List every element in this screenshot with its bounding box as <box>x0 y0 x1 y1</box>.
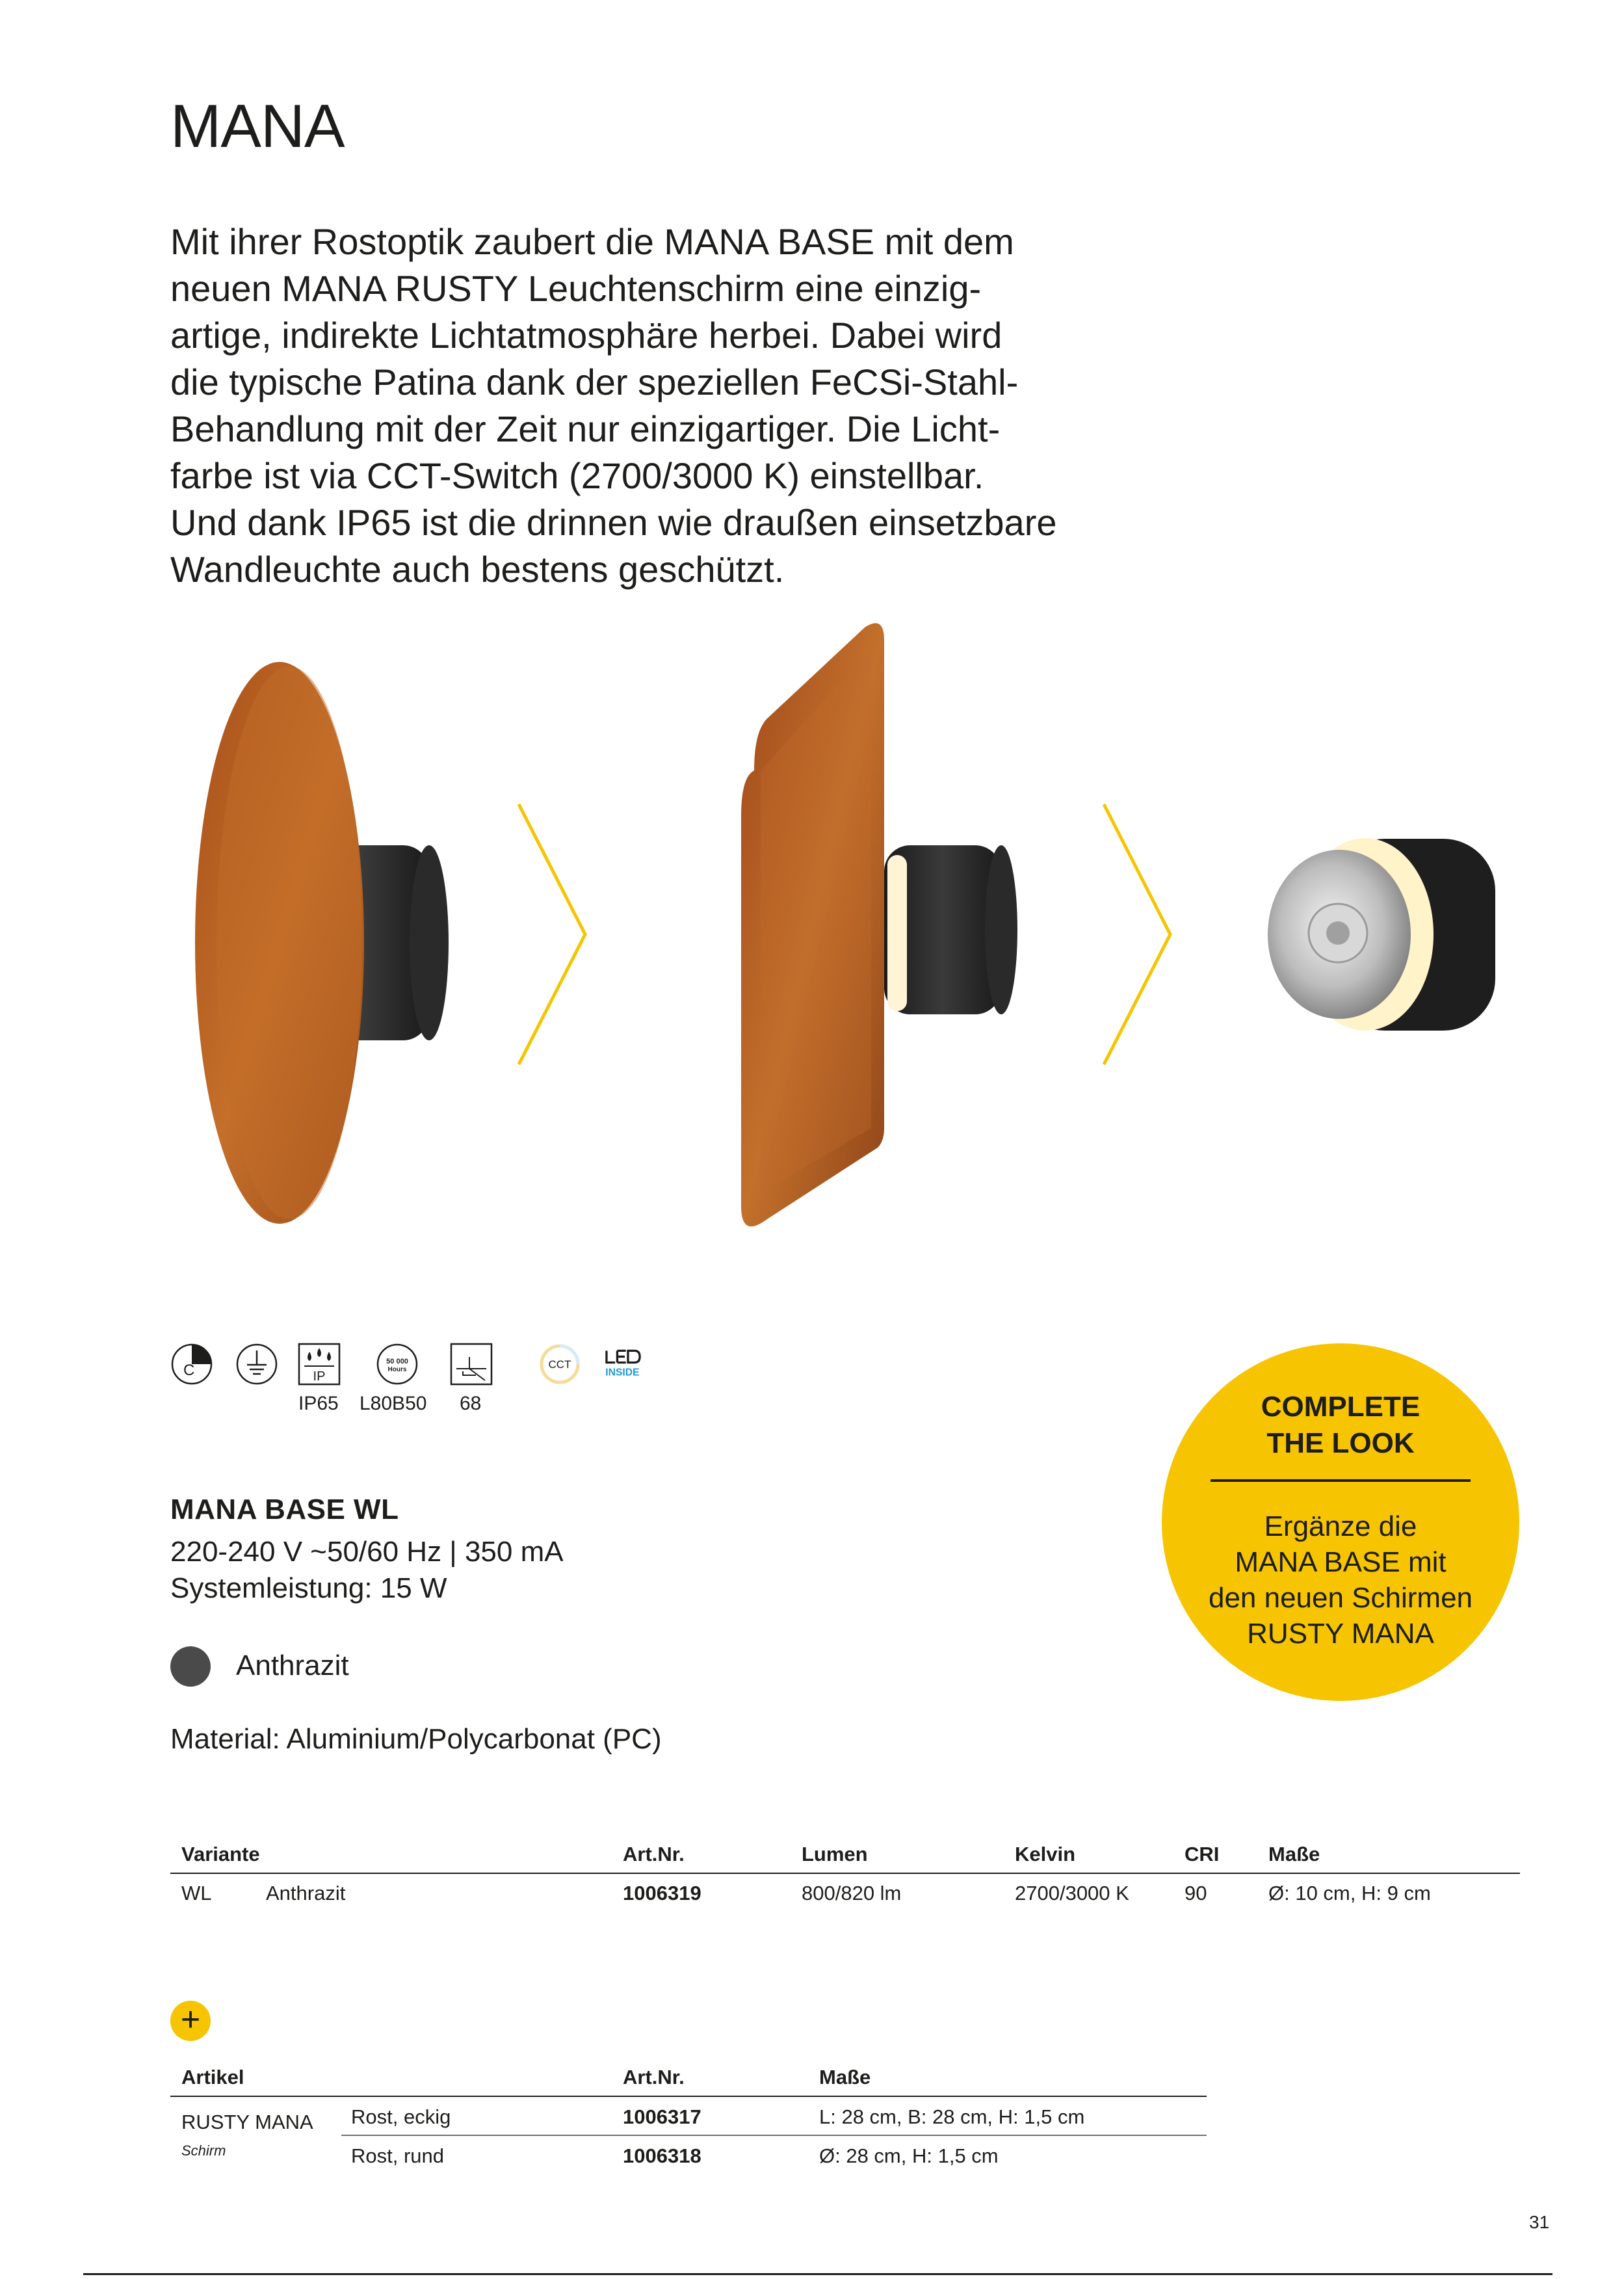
promo-text-line: MANA BASE mit <box>1235 1546 1447 1578</box>
product-power: Systemleistung: 15 W <box>170 1572 447 1604</box>
intro-line: neuen MANA RUSTY Leuchtenschirm eine einzig- <box>170 268 982 309</box>
intro-line: artige, indirekte Lichtatmosphäre herbei. Dabei wird <box>170 315 1002 356</box>
cct-switch-icon <box>538 1343 581 1386</box>
page-title: MANA <box>170 92 345 160</box>
cell-masse: Ø: 28 cm, H: 1,5 cm <box>819 2144 999 2167</box>
ip-value: IP65 <box>298 1393 339 1414</box>
chevron-right-icon <box>514 801 592 1068</box>
dimmable-class-icon <box>170 1343 213 1386</box>
lifetime-value: L80B50 <box>360 1393 427 1414</box>
cell-cri: 90 <box>1185 1882 1207 1904</box>
product-image-base <box>1261 836 1508 1037</box>
article-subtitle: Schirm <box>181 2142 226 2159</box>
cell-artnr: 1006317 <box>623 2105 701 2128</box>
table-header-rule <box>170 1873 1520 1874</box>
plus-icon: + <box>170 2001 211 2041</box>
product-material: Material: Aluminium/Polycarbonat (PC) <box>170 1723 662 1755</box>
intro-line: farbe ist via CCT-Switch (2700/3000 K) einstellbar. <box>170 455 984 496</box>
cell-lumen: 800/820 lm <box>802 1882 902 1904</box>
complete-the-look-badge <box>1162 1343 1519 1701</box>
hours-top: 50 000 <box>386 1358 408 1365</box>
col-header-masse: Maße <box>1268 1843 1320 1865</box>
product-voltage: 220-240 V ~50/60 Hz | 350 mA <box>170 1536 564 1568</box>
col-header-artnr: Art.Nr. <box>623 1843 685 1865</box>
led-inside-icon <box>603 1343 646 1386</box>
protection-class-earth-icon <box>235 1343 278 1386</box>
cell-color: Anthrazit <box>266 1882 346 1904</box>
col-header-artikel: Artikel <box>181 2066 244 2088</box>
footer-rule <box>83 2273 1552 2275</box>
col-header-artnr: Art.Nr. <box>623 2066 685 2088</box>
ip-label: IP <box>313 1369 326 1384</box>
color-swatch <box>170 1646 211 1687</box>
cell-variant: Rost, eckig <box>351 2105 451 2128</box>
promo-text-line: Ergänze die <box>1264 1510 1417 1542</box>
hours-bottom: Hours <box>387 1366 407 1373</box>
promo-text-line: RUSTY MANA <box>1247 1618 1434 1650</box>
row-divider <box>341 2135 1207 2136</box>
col-header-masse: Maße <box>819 2066 871 2088</box>
col-header-variante: Variante <box>181 1843 260 1865</box>
promo-heading-line: COMPLETE <box>1261 1391 1421 1423</box>
beam-angle-value: 68 <box>460 1393 482 1414</box>
col-header-cri: CRI <box>1185 1843 1220 1865</box>
promo-divider <box>1211 1479 1471 1482</box>
chevron-right-icon <box>1099 801 1177 1068</box>
intro-line: Mit ihrer Rostoptik zaubert die MANA BASE mit dem <box>170 221 1014 262</box>
color-name: Anthrazit <box>236 1650 349 1681</box>
cell-kelvin: 2700/3000 K <box>1015 1882 1129 1904</box>
col-header-lumen: Lumen <box>802 1843 868 1865</box>
article-name: RUSTY MANA <box>181 2111 313 2133</box>
lifetime-hours-icon <box>376 1343 419 1386</box>
table-header-rule <box>170 2096 1207 2097</box>
cell-variant: Rost, rund <box>351 2144 445 2167</box>
intro-line: die typische Patina dank der speziellen FeCSi-Stahl- <box>170 362 1019 402</box>
class-label: C <box>183 1362 195 1379</box>
cell-artnr: 1006318 <box>623 2144 701 2167</box>
col-header-kelvin: Kelvin <box>1015 1843 1076 1865</box>
intro-line: Und dank IP65 ist die drinnen wie draußen einsetzbare <box>170 502 1057 543</box>
promo-heading-line: THE LOOK <box>1266 1427 1415 1459</box>
cct-label: CCT <box>548 1358 571 1371</box>
cell-artnr: 1006319 <box>623 1882 701 1904</box>
beam-angle-icon <box>450 1343 493 1386</box>
cell-code: WL <box>181 1882 212 1904</box>
product-image-square-shade <box>715 621 1021 1245</box>
led-label: INSIDE <box>605 1367 640 1378</box>
intro-line: Behandlung mit der Zeit nur einzigartiger. Die Licht- <box>170 408 1001 449</box>
product-name: MANA BASE WL <box>170 1494 399 1525</box>
page-number: 31 <box>1529 2212 1550 2232</box>
ip-rating-icon <box>298 1343 341 1386</box>
intro-line: Wandleuchte auch bestens geschützt. <box>170 549 785 590</box>
promo-text-line: den neuen Schirmen <box>1208 1582 1473 1614</box>
cell-masse: L: 28 cm, B: 28 cm, H: 1,5 cm <box>819 2105 1085 2128</box>
product-image-round-shade <box>163 657 462 1229</box>
cell-masse: Ø: 10 cm, H: 9 cm <box>1268 1882 1431 1904</box>
intro-paragraph <box>170 218 1107 593</box>
